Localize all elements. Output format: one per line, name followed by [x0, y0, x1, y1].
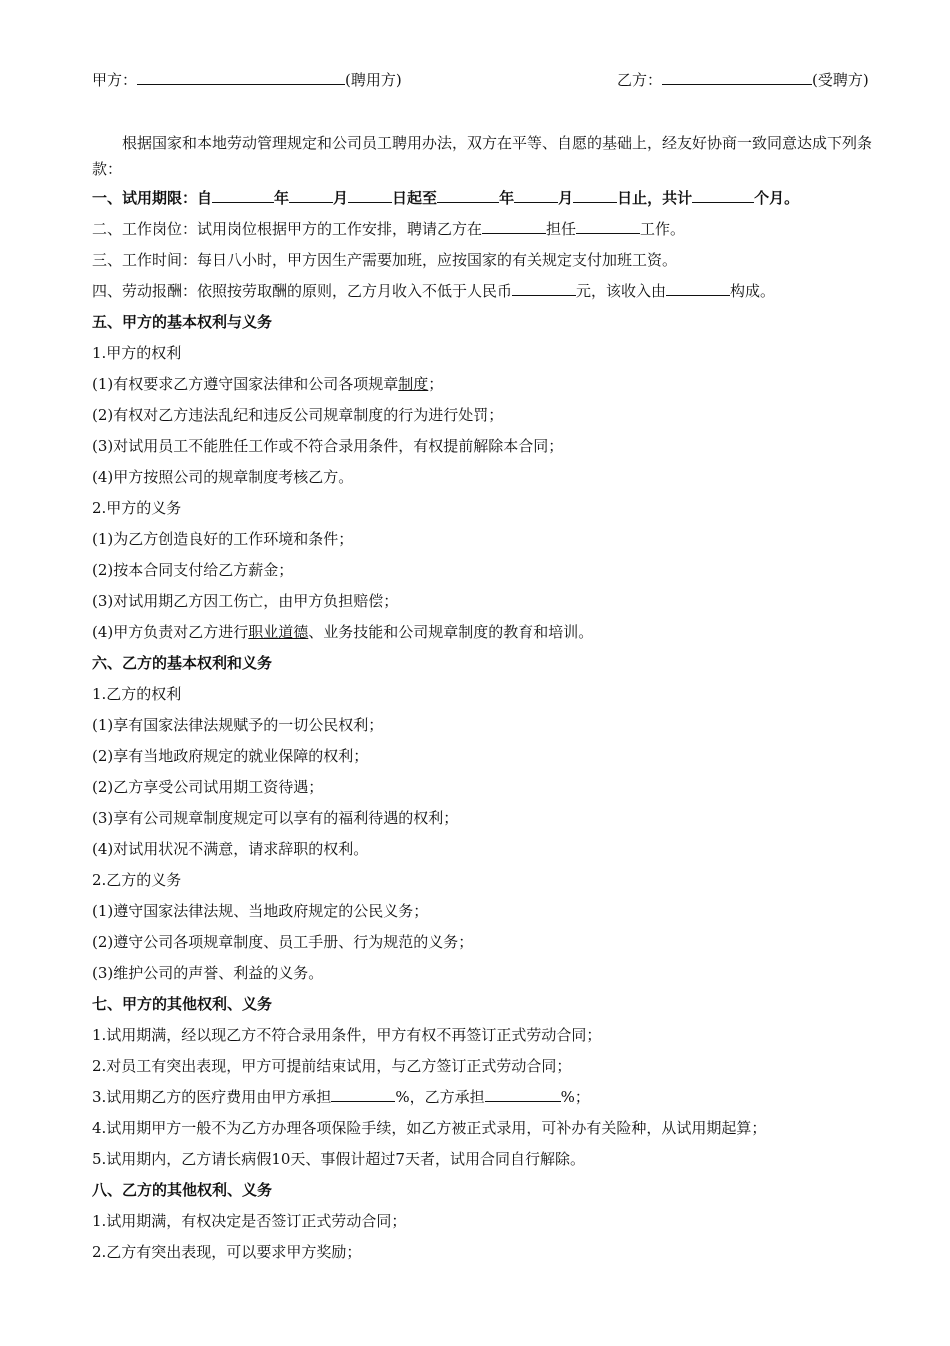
- c1-text-e: 年: [499, 189, 515, 207]
- c1-blank-4: [437, 188, 499, 203]
- c1-text-c: 月: [333, 189, 349, 207]
- c1-text-a: 一、试用期限：自: [92, 189, 213, 207]
- c4-text-b: 元，该收入由: [576, 282, 667, 300]
- s5-sub2: 2.甲方的义务: [92, 499, 182, 517]
- c1-blank-2: [289, 188, 333, 203]
- s5-o4-link-ethics: 职业道德: [248, 623, 309, 641]
- clause-compensation: [92, 281, 775, 301]
- c4-text-c: 构成。: [730, 282, 776, 300]
- c1-text-h: 个月。: [754, 189, 800, 207]
- clause-trial-period: [92, 188, 799, 208]
- section-5-title: 五、甲方的基本权利与义务: [92, 313, 273, 331]
- c2-text-c: 工作。: [640, 220, 686, 238]
- s5-sub1: 1.甲方的权利: [92, 344, 182, 362]
- party-b-blank: [662, 70, 812, 85]
- s5-r1-text: (1)有权要求乙方遵守国家法律和公司各项规章: [92, 375, 399, 393]
- s8-item-1: 1.试用期满，有权决定是否签订正式劳动合同；: [92, 1212, 407, 1230]
- c1-blank-6: [573, 188, 617, 203]
- s6-obligation-2: (2)遵守公司各项规章制度、员工手册、行为规范的义务；: [92, 933, 474, 951]
- c1-blank-3: [348, 188, 392, 203]
- s5-r1-punct: ；: [428, 375, 444, 393]
- c2-blank-2: [576, 219, 640, 234]
- s6-right-4: (3)享有公司规章制度规定可以享有的福利待遇的权利；: [92, 809, 459, 827]
- section-7-title: 七、甲方的其他权利、义务: [92, 995, 273, 1013]
- party-a-label: 甲方：: [92, 71, 138, 89]
- intro-paragraph: 根据国家和本地劳动管理规定和公司员工聘用办法，双方在平等、自愿的基础上，经友好协商一致同意达成下列条款：: [92, 134, 873, 178]
- s6-obligation-1: (1)遵守国家法律法规、当地政府规定的公民义务；: [92, 902, 429, 920]
- party-a-role: (聘用方): [345, 71, 402, 89]
- s7-item-2: 2.对员工有突出表现，甲方可提前结束试用，与乙方签订正式劳动合同；: [92, 1057, 572, 1075]
- s5-right-3: (3)对试用员工不能胜任工作或不符合录用条件，有权提前解除本合同；: [92, 437, 564, 455]
- s6-right-3: (2)乙方享受公司试用期工资待遇；: [92, 778, 324, 796]
- party-a-line: [92, 70, 402, 90]
- s8-item-2: 2.乙方有突出表现，可以要求甲方奖励；: [92, 1243, 362, 1261]
- clause-work-hours: 三、工作时间：每日八小时，甲方因生产需要加班，应按国家的有关规定支付加班工资。: [92, 251, 678, 269]
- c1-text-d: 日起至: [392, 189, 438, 207]
- party-b-line: [617, 70, 869, 90]
- c1-blank-1: [212, 188, 274, 203]
- s5-o4-text-c: 、业务技能和公司规章制度的教育和培训。: [308, 623, 594, 641]
- c1-text-b: 年: [274, 189, 290, 207]
- c2-blank-1: [482, 219, 546, 234]
- s7-i3-text-a: 3.试用期乙方的医疗费用由甲方承担: [92, 1088, 332, 1106]
- s6-obligation-3: (3)维护公司的声誉、利益的义务。: [92, 964, 324, 982]
- c1-text-f: 月: [558, 189, 574, 207]
- party-b-label: 乙方：: [617, 71, 663, 89]
- s7-item-4: 4.试用期甲方一般不为乙方办理各项保险手续，如乙方被正式录用，可补办有关险种，从试用期起算；: [92, 1119, 767, 1137]
- c4-blank-2: [666, 281, 730, 296]
- party-b-role: (受聘方): [812, 71, 869, 89]
- c2-text-a: 二、工作岗位：试用岗位根据甲方的工作安排，聘请乙方在: [92, 220, 483, 238]
- c2-text-b: 担任: [546, 220, 577, 238]
- party-a-blank: [137, 70, 345, 85]
- section-8-title: 八、乙方的其他权利、义务: [92, 1181, 273, 1199]
- s7-item-3: [92, 1087, 590, 1107]
- c1-blank-5: [514, 188, 558, 203]
- section-6-title: 六、乙方的基本权利和义务: [92, 654, 273, 672]
- s5-obligation-3: (3)对试用期乙方因工伤亡，由甲方负担赔偿；: [92, 592, 399, 610]
- s6-right-5: (4)对试用状况不满意，请求辞职的权利。: [92, 840, 369, 858]
- s7-i3-blank-2: [485, 1087, 561, 1102]
- s5-obligation-4: [92, 622, 593, 642]
- s5-right-1: [92, 374, 443, 394]
- s6-right-1: (1)享有国家法律法规赋予的一切公民权利；: [92, 716, 384, 734]
- c4-blank-1: [512, 281, 576, 296]
- c4-text-a: 四、劳动报酬：依照按劳取酬的原则，乙方月收入不低于人民币: [92, 282, 513, 300]
- s7-i3-text-b: %，乙方承担: [395, 1088, 485, 1106]
- s6-sub2: 2.乙方的义务: [92, 871, 182, 889]
- s5-right-2: (2)有权对乙方违法乱纪和违反公司规章制度的行为进行处罚；: [92, 406, 504, 424]
- s6-sub1: 1.乙方的权利: [92, 685, 182, 703]
- s5-o4-text-a: (4)甲方负责对乙方进行: [92, 623, 249, 641]
- s5-obligation-1: (1)为乙方创造良好的工作环境和条件；: [92, 530, 354, 548]
- s7-i3-blank-1: [331, 1087, 395, 1102]
- s7-item-1: 1.试用期满，经以现乙方不符合录用条件，甲方有权不再签订正式劳动合同；: [92, 1026, 602, 1044]
- s6-right-2: (2)享有当地政府规定的就业保障的权利；: [92, 747, 369, 765]
- s7-item-5: 5.试用期内，乙方请长病假10天、事假计超过7天者，试用合同自行解除。: [92, 1150, 585, 1168]
- c1-text-g: 日止，共计: [617, 189, 693, 207]
- c1-blank-7: [692, 188, 754, 203]
- s5-right-4: (4)甲方按照公司的规章制度考核乙方。: [92, 468, 354, 486]
- s7-i3-text-c: %；: [560, 1088, 590, 1106]
- clause-position: [92, 219, 685, 239]
- s5-obligation-2: (2)按本合同支付给乙方薪金；: [92, 561, 294, 579]
- s5-r1-link-rules: 制度: [398, 375, 429, 393]
